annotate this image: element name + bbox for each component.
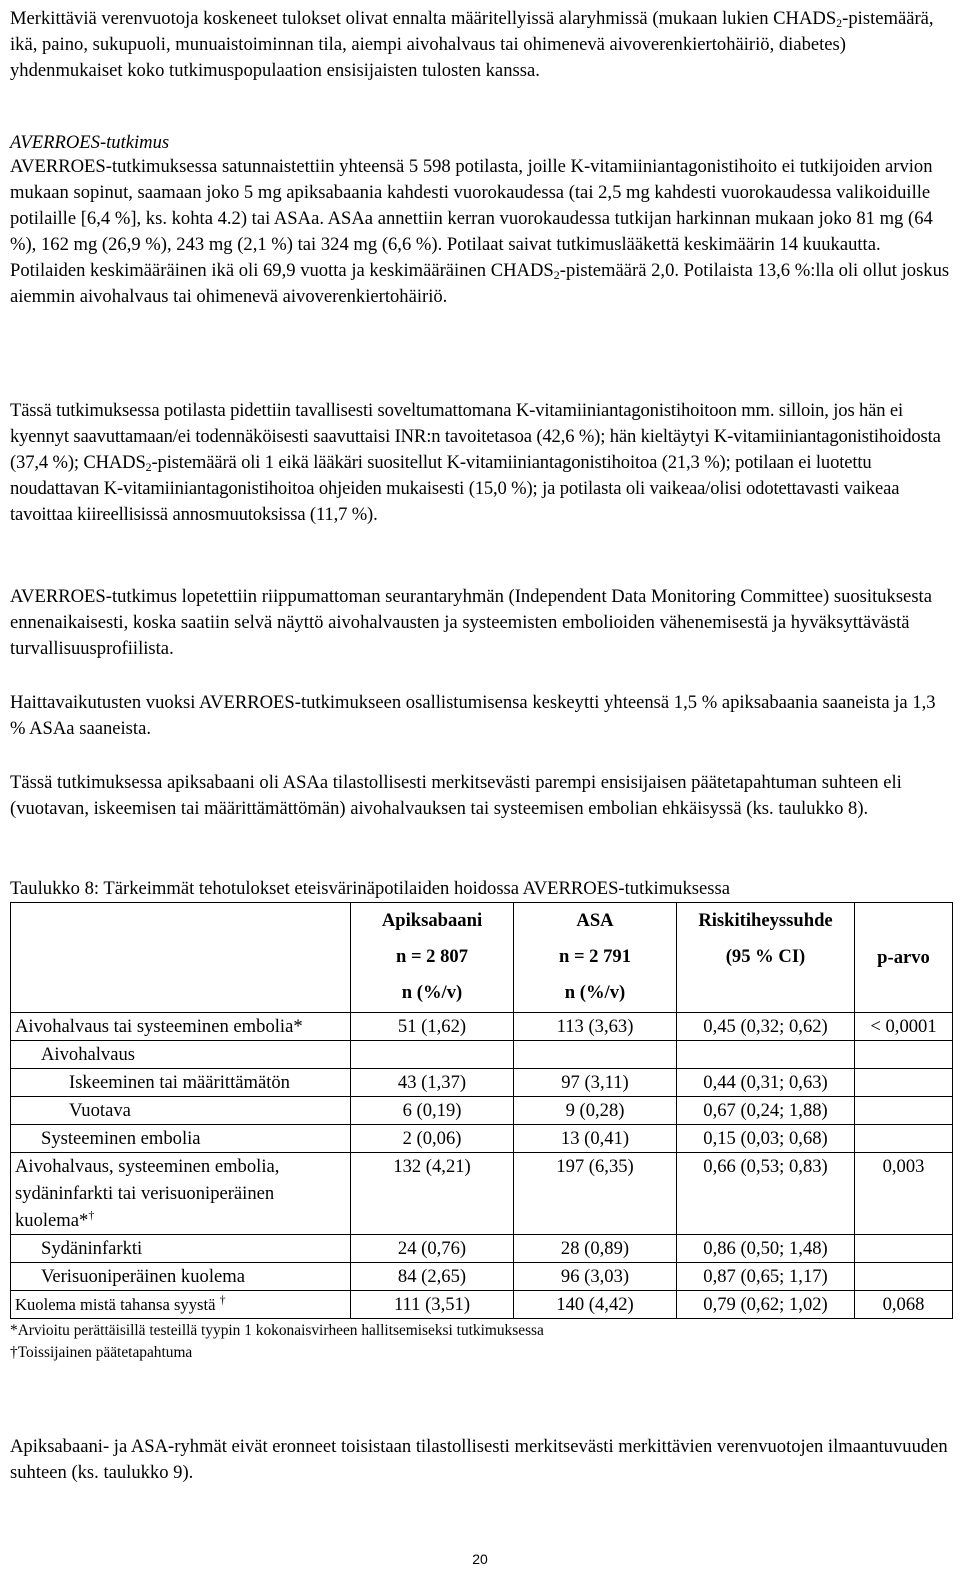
page-number: 20 — [472, 1551, 488, 1567]
header-p-value-label: p-arvo — [877, 946, 930, 968]
header-hazard-ratio — [677, 903, 855, 1013]
cell-asa: 9 (0,28) — [514, 1097, 677, 1125]
cell-apixaban: 24 (0,76) — [351, 1235, 514, 1263]
row-label: Vuotava — [11, 1097, 351, 1125]
header-apixaban-name: Apiksabaani — [381, 910, 483, 931]
cell-apixaban: 51 (1,62) — [351, 1013, 514, 1041]
cell-apixaban: 43 (1,37) — [351, 1069, 514, 1097]
cell-p-value — [855, 1235, 953, 1263]
paragraph-discontinuation: Haittavaikutusten vuoksi AVERROES-tutkimukseen osallistumisensa keskeytti yhteensä 1,5 % apiksabaania saaneista ja 1,3 % ASAa saaneista. — [10, 692, 936, 739]
footnote-secondary-endpoint: †Toissijainen päätetapahtuma — [10, 1344, 193, 1361]
table-header-row — [11, 903, 953, 1013]
cell-apixaban: 2 (0,06) — [351, 1125, 514, 1153]
cell-hazard-ratio: 0,44 (0,31; 0,63) — [677, 1069, 855, 1097]
cell-apixaban: 84 (2,65) — [351, 1263, 514, 1291]
section-averroes — [10, 132, 952, 310]
cell-asa: 197 (6,35) — [514, 1153, 677, 1235]
header-asa — [514, 903, 677, 1013]
header-apixaban — [351, 903, 514, 1013]
header-p-value — [855, 903, 953, 1013]
footnote-type1-error: *Arvioitu perättäisillä testeillä tyypin 1 kokonaisvirheen hallitsemiseksi tutkimuksessa — [10, 1322, 544, 1339]
cell-hazard-ratio: 0,15 (0,03; 0,68) — [677, 1125, 855, 1153]
row-label: Sydäninfarkti — [11, 1235, 351, 1263]
header-apixaban-unit: n (%/v) — [401, 982, 463, 1003]
cell-asa: 140 (4,42) — [514, 1291, 677, 1319]
paragraph-major-bleeding: Apiksabaani- ja ASA-ryhmät eivät eronneet toisistaan tilastollisesti merkitsevästi merkittävien verenvuotojen ilmaantuvuuden suhteen (ks. taulukko 9). — [10, 1436, 948, 1483]
cell-p-value — [855, 1069, 953, 1097]
header-apixaban-n: n = 2 807 — [395, 946, 469, 967]
table-row — [11, 1263, 953, 1291]
cell-hazard-ratio: 0,67 (0,24; 1,88) — [677, 1097, 855, 1125]
header-endpoint — [11, 903, 351, 1013]
table-row — [11, 1069, 953, 1097]
cell-apixaban: 6 (0,19) — [351, 1097, 514, 1125]
cell-hazard-ratio: 0,66 (0,53; 0,83) — [677, 1153, 855, 1235]
cell-asa: 13 (0,41) — [514, 1125, 677, 1153]
table-row — [11, 1235, 953, 1263]
table-row — [11, 1097, 953, 1125]
header-asa-name: ASA — [576, 910, 614, 931]
paragraph-bleeding-subgroups: Merkittäviä verenvuotoja koskeneet tulokset olivat ennalta määritellyissä alaryhmissä (mukaan lukien $CHADS_2$-pistemäärä, ikä, paino, sukupuoli, munuaistoiminnan tila, aiempi aivohalvaus tai ohimenevä aivoverenkiertohäiriö, diabetes) yhdenmukaiset koko tutkimuspopulaation ensisijaisten tulosten kanssa. — [10, 8, 934, 81]
cell-hazard-ratio: 0,45 (0,32; 0,62) — [677, 1013, 855, 1041]
table-row — [11, 1125, 953, 1153]
paragraph-early-termination: AVERROES-tutkimus lopetettiin riippumattoman seurantaryhmän (Independent Data Monitoring Committee) suosituksesta ennenaikaisesti, koska saatiin selvä näyttö aivohalvausten ja systeemisten embolioiden vähenemisestä ja hyväksyttävästä turvallisuusprofiilista. — [10, 586, 932, 659]
cell-p-value: < 0,0001 — [855, 1013, 953, 1041]
cell-asa: 97 (3,11) — [514, 1069, 677, 1097]
table-row — [11, 1041, 953, 1069]
cell-hazard-ratio: 0,87 (0,65; 1,17) — [677, 1263, 855, 1291]
cell-apixaban: 111 (3,51) — [351, 1291, 514, 1319]
cell-asa: 113 (3,63) — [514, 1013, 677, 1041]
cell-apixaban: 132 (4,21) — [351, 1153, 514, 1235]
cell-hazard-ratio — [677, 1041, 855, 1069]
table-caption: Taulukko 8: Tärkeimmät tehotulokset eteisvärinäpotilaiden hoidossa AVERROES-tutkimuksessa — [10, 878, 730, 899]
cell-asa — [514, 1041, 677, 1069]
row-label: Kuolema mistä tahansa syystä † — [11, 1291, 351, 1319]
cell-apixaban — [351, 1041, 514, 1069]
table-footnotes — [10, 1320, 952, 1364]
efficacy-table — [10, 902, 953, 1319]
cell-asa: 28 (0,89) — [514, 1235, 677, 1263]
cell-hazard-ratio: 0,79 (0,62; 1,02) — [677, 1291, 855, 1319]
paragraph-primary-endpoint: Tässä tutkimuksessa apiksabaani oli ASAa tilastollisesti merkitsevästi parempi ensisijaisen päätetapahtuman suhteen eli (vuotavan, iskeemisen tai määrittämättömän) aivohalvauksen tai systeemisen embolian ehkäisyssä (ks. taulukko 8). — [10, 772, 902, 819]
row-label: Systeeminen embolia — [11, 1125, 351, 1153]
table-row — [11, 1291, 953, 1319]
table-row — [11, 1153, 953, 1235]
paragraph-averroes-design: AVERROES-tutkimuksessa satunnaistettiin yhteensä 5 598 potilasta, joille K-vitamiiniantagonistihoito ei tutkijoiden arvion mukaan sopinut, saamaan joko 5 mg apiksabaania kahdesti vuorokaudessa (tai 2,5 mg kahdesti vuorokaudessa valikoiduille potilaille [6,4 %], ks. kohta 4.2) tai ASAa. ASAa annettiin kerran vuorokaudessa tutkijan harkinnan mukaan joko 81 mg (64 %), 162 mg (26,9 %), 243 mg (2,1 %) tai 324 mg (6,6 %). Potilaat saivat tutkimuslääkettä keskimäärin 14 kuukautta. Potilaiden keskimääräinen ikä oli 69,9 vuotta ja keskimääräinen $CHADS_2$-pistemäärä 2,0. Potilaista 13,6 %:lla oli ollut joskus aiemmin aivohalvaus tai ohimenevä aivoverenkiertohäiriö. — [10, 156, 950, 307]
row-label: Aivohalvaus, systeeminen embolia, sydäninfarkti tai verisuoniperäinen kuolema*† — [11, 1153, 351, 1235]
cell-p-value: 0,003 — [855, 1153, 953, 1235]
header-hr-name: Riskitiheyssuhde — [698, 910, 833, 931]
section-title: AVERROES-tutkimus — [10, 132, 170, 153]
table-row — [11, 1013, 953, 1041]
cell-p-value: 0,068 — [855, 1291, 953, 1319]
header-asa-n: n = 2 791 — [558, 946, 632, 967]
row-label: Aivohalvaus tai systeeminen embolia* — [11, 1013, 351, 1041]
header-hr-ci: (95 % CI) — [725, 946, 806, 967]
row-label: Verisuoniperäinen kuolema — [11, 1263, 351, 1291]
cell-asa: 96 (3,03) — [514, 1263, 677, 1291]
cell-hazard-ratio: 0,86 (0,50; 1,48) — [677, 1235, 855, 1263]
cell-p-value — [855, 1263, 953, 1291]
cell-p-value — [855, 1041, 953, 1069]
cell-p-value — [855, 1097, 953, 1125]
row-label: Aivohalvaus — [11, 1041, 351, 1069]
header-asa-unit: n (%/v) — [564, 982, 626, 1003]
cell-p-value — [855, 1125, 953, 1153]
paragraph-unsuitability-reasons: Tässä tutkimuksessa potilasta pidettiin tavallisesti soveltumattomana K-vitamiiniantagonistihoitoon mm. silloin, jos hän ei kyennyt saavuttamaan/ei todennäköisesti saavuttaisi INR:n tavoitetasoa (42,6 %); hän kieltäytyi K-vitamiiniantagonistihoidosta (37,4 %); $CHADS_2$-pistemäärä oli 1 eikä lääkäri suositellut K-vitamiiniantagonistihoitoa (21,3 %); potilaan ei luotettu noudattavan K-vitamiiniantagonistihoitoa ohjeiden mukaisesti (15,0 %); ja potilasta oli vaikeaa/olisi odotettavasti vaikeaa tavoittaa kiireellisissä annosmuutoksissa (11,7 %). — [10, 400, 941, 525]
row-label: Iskeeminen tai määrittämätön — [11, 1069, 351, 1097]
